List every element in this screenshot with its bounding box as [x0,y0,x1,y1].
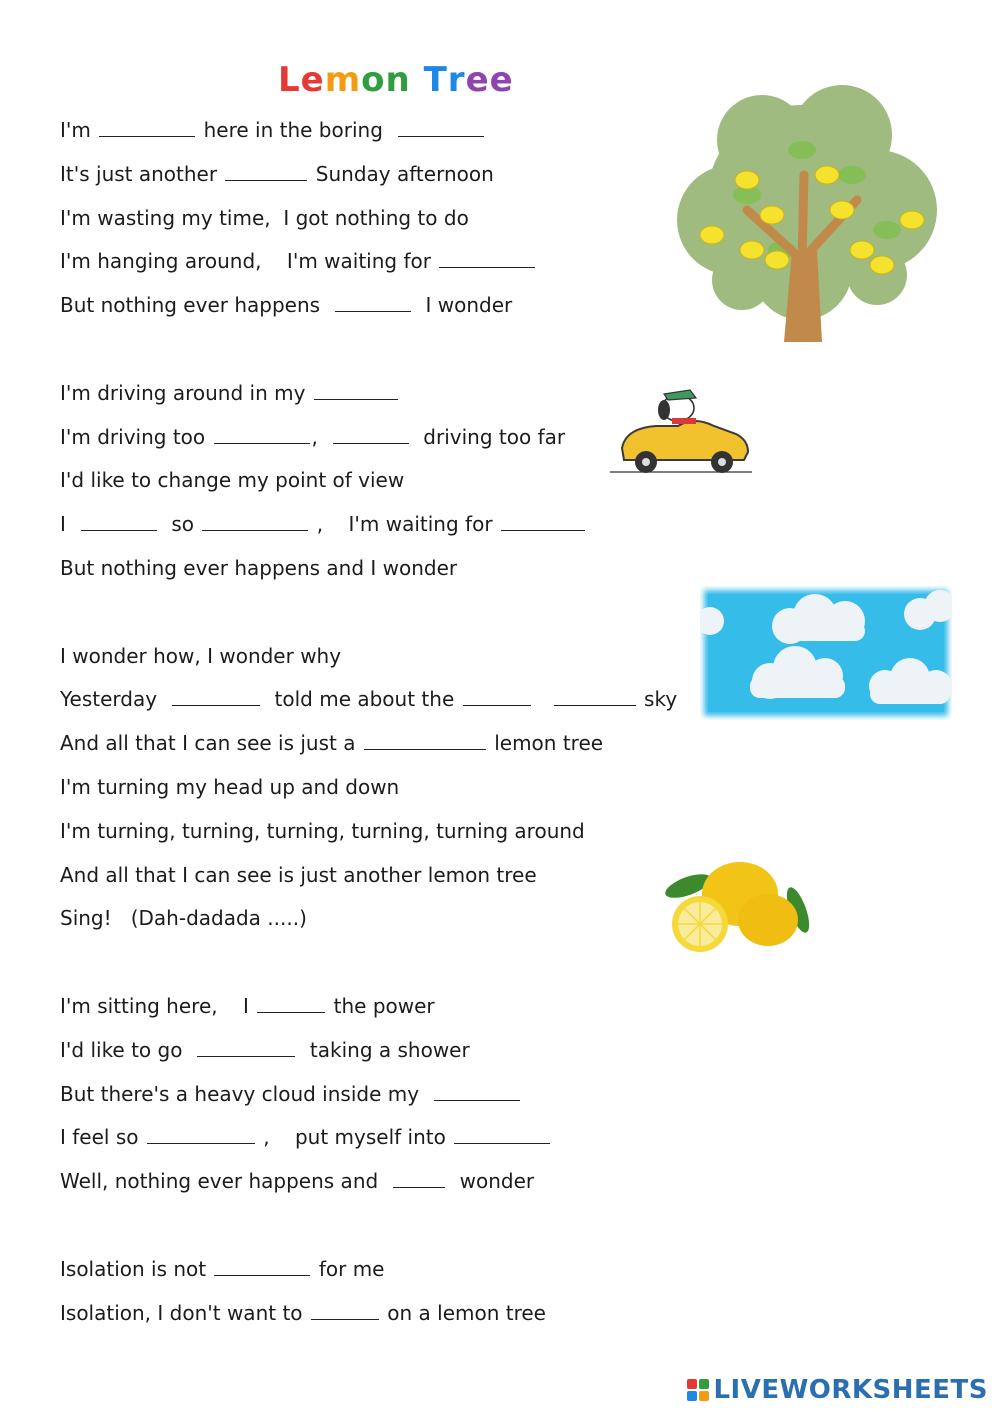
lyric-text: on a lemon tree [380,1300,546,1325]
lyric-line [60,906,307,930]
lyric-text: I feel so [60,1125,145,1150]
liveworksheets-logo [687,1375,988,1405]
fill-in-blank[interactable] [202,512,308,531]
fill-in-blank[interactable] [172,687,260,706]
title-letter: L [278,60,301,100]
lyric-line [60,644,341,668]
lyric-text: Yesterday [60,687,170,712]
fill-in-blank[interactable] [147,1125,255,1144]
fill-in-blank[interactable] [454,1125,550,1144]
fill-in-blank[interactable] [335,293,411,312]
lyric-text: I wonder how, I wonder why [60,643,342,668]
lyric-text: wonder [446,1169,535,1194]
lyric-text: I'm turning, turning, turning, turning, turning around [60,818,585,843]
title-letter: n [385,60,411,100]
lyric-text: I'm driving around in my [60,380,312,405]
lyric-text: driving too far [410,424,566,449]
lyric-line [60,731,603,755]
lyric-text [533,687,552,711]
title-letter: e [300,60,325,100]
lyric-line [60,512,587,536]
lyric-line [60,468,404,492]
fill-in-blank[interactable] [214,425,310,444]
fill-in-blank[interactable] [311,1301,379,1320]
fill-in-blank[interactable] [197,1038,295,1057]
lyric-text: , [311,424,331,449]
sky-clouds-illustration [700,586,952,720]
fill-in-blank[interactable] [99,118,195,137]
lyric-text: It's just another [60,161,224,186]
lyric-text: , put myself into [256,1125,453,1150]
logo-brand-text: LIVEWORKSHEETS [713,1375,988,1405]
lyric-text: And all that I can see is just a [60,731,362,756]
fill-in-blank[interactable] [554,687,636,706]
lyric-text: I'm driving too [60,424,212,449]
lyric-text: , I'm waiting for [310,512,499,537]
lyric-text: I'd like to change my point of view [60,468,405,493]
title-letter: e [489,60,514,100]
fill-in-blank[interactable] [463,687,531,706]
lyric-text: But nothing ever happens and I wonder [60,556,458,580]
fill-in-blank[interactable] [439,249,535,268]
lyric-text: the power [327,994,435,1018]
lyric-line [60,775,399,799]
lyric-line [60,819,585,843]
lyric-line [60,381,400,405]
lyric-line [60,1169,534,1193]
lyric-text: Well, nothing ever happens and [60,1169,391,1194]
logo-icon [687,1379,709,1401]
lyric-text: I'm wasting my time, I got nothing to do [60,205,469,230]
lyric-text: I [60,512,79,537]
lyric-text: I'm [60,118,98,142]
fill-in-blank[interactable] [81,512,157,531]
lyric-line [60,863,537,887]
lyric-line [60,994,435,1018]
snoopy-car-illustration [608,382,754,478]
lemon-tree-illustration [652,80,952,342]
lyric-text: And all that I can see is just another lemon tree [60,862,537,887]
lyric-line [60,687,677,711]
lyric-line [60,293,512,317]
lyric-line [60,206,469,230]
lyric-text: Isolation is not [60,1256,213,1281]
fill-in-blank[interactable] [214,1257,310,1276]
lyric-text: taking a shower [297,1037,470,1062]
lyric-text: I'm hanging around, I'm waiting for [60,249,438,274]
fill-in-blank[interactable] [434,1082,520,1101]
lyric-line [60,249,537,273]
lyric-text: Sing! (Dah-dadada .....) [60,906,307,931]
fill-in-blank[interactable] [225,162,307,181]
title-letter: r [447,60,466,100]
lyric-line [60,1038,470,1062]
lyric-text: But there's a heavy cloud inside my [60,1081,432,1106]
fill-in-blank[interactable] [393,1169,445,1188]
lyric-text: lemon tree [487,731,604,756]
lyric-text: so [158,512,201,537]
lyric-text: I'd like to go [60,1037,196,1062]
fill-in-blank[interactable] [314,381,398,400]
lyric-text: I wonder [412,293,513,318]
fill-in-blank[interactable] [333,425,409,444]
title-letter: o [361,60,386,100]
worksheet-title [278,60,514,100]
lyric-line [60,425,565,449]
lyric-text: I'm sitting here, I [60,994,256,1018]
lyric-text: for me [312,1256,385,1281]
lyric-line [60,118,486,142]
fill-in-blank[interactable] [364,731,486,750]
fill-in-blank[interactable] [257,994,325,1013]
title-letter [411,60,424,100]
lyric-text: I'm turning my head up and down [60,775,400,799]
title-letter: m [324,60,362,100]
lyric-line [60,1301,546,1325]
lyric-line [60,162,494,186]
title-letter: e [465,60,490,100]
title-letter: T [423,60,448,100]
lyric-text: But nothing ever happens [60,293,333,318]
lyric-text: told me about the [261,687,461,712]
fill-in-blank[interactable] [398,118,484,137]
lyric-line [60,1125,552,1149]
lyric-line [60,1257,385,1281]
lyric-text: Isolation, I don't want to [60,1300,309,1325]
fill-in-blank[interactable] [501,512,585,531]
lyric-line [60,1082,522,1106]
lyric-text: Sunday afternoon [309,161,494,186]
lyric-text: sky [637,687,678,712]
lemons-illustration [660,852,810,956]
lyric-text: here in the boring [197,118,396,142]
lyric-line [60,556,457,580]
